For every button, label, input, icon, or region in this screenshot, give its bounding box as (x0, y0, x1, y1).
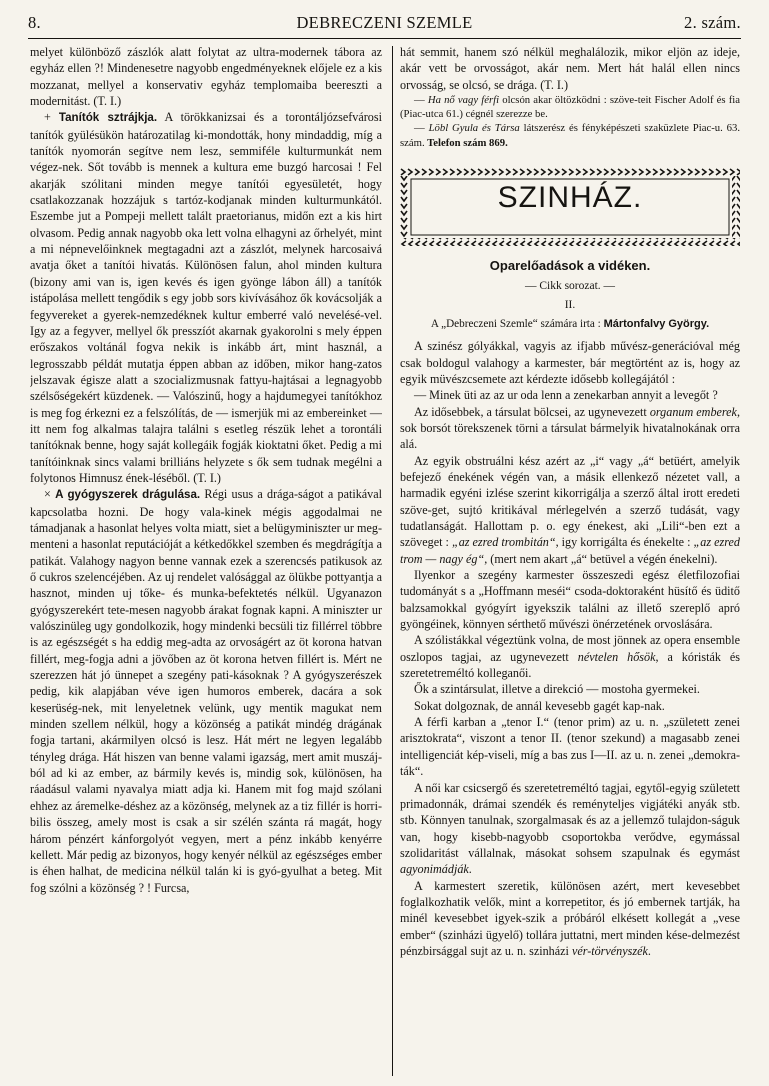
ad-lobl-phone: Telefon szám 869. (424, 136, 508, 149)
article-p6-text-b: , a kóristák és szeretetreméltó kolleganői. (400, 649, 740, 681)
medicine-prices-text: Régi usus a drága-ságot a patikával kapcsolatba hozni. De hogy vala-kinek mégis aggodalmai ne támadjanak a hasonlat helyes volta miatt, siet a belügyminiszter ur meg-menteni a hasonlat reputációját a kétkedőkkel szemben és megdrágítja a patikát. Valahogy nagyon benne vannak ezek a szerencsés patikusok az ő cukros szelencéjében. Az uj rendelet valósággal az ölükbe pottyantja a hasznot, minden uj tőke- és munka-befektetés nélkül. Ugyanazon gyógyszerekért tete-mesen nagyobb árakat fognak kapni. A miniszter ur valószinüleg ugy gondolkozik, hogy mindenki becsüli tiz fillérrel többre is az egészségét s ha eddig meg-adta az orvoságért az öt korona hatvan fillért, meg-fogja adni a jövőben az öt korona hetven fillért is. Mért ne szerezzen hát jó ünnepet a szegény pati-kásoknak ? A gyógyszerészek pedig, kik alapjában véve igen humoros emberek, dacára a sok keserüség-nek, mit lenyeletnek velünk, ugy mentik magukat nem minden szellem nélkül, hogy a közönség a patikát mindég drágának fogja tartani, akármilyen olcsó is lesz. Hát mért ne legyen legalább tényleg drága. Hát hiszen van benne valami igazság, mert amit muszáj-ból ad ki az ember, az bármily kevés is, mindig sok, különösen, ha ráadásul valami nyavalya miatt adja ki. Hanem mit fog majd szólani ehhez az áremelke-déshez az a közönség, melynek az a tiz fillér is horri-bilis összeg, amely most is csak a sir szélén szánta rá magát, hogy három pénzért kánforgolyót vegyen, mert a pénz inkább kenyérre kellett. Már pedig az bizonyos, hogy kenyér nélkül az egészséges ember is éhen halhat, de medicina nélkül talán ki is gyó-gyulhat a beteg. Mit fog szólni a közönség ? ! Furcsa, (30, 487, 382, 895)
ad-fischer-lead: Ha nő vagy férfi (427, 94, 500, 107)
advertisement-lobl: — Löbl Gyula és Társa látszerész és fényképészeti szaküzlete Piac-u. 63. szám. Telefon szám 869. (400, 122, 740, 149)
article-paragraph-9: A férfi karban a „tenor I.“ (tenor prim) az u. n. „született zenei arisztokrata“, viszont a tenor II. (tenor szekund) a magasabb zenei intelligenciát kép-viseli, míg a bas zus I—II. az u. n. zenei „demokra-ták“. (400, 715, 740, 779)
article-p3-text-a: Az idősebbek, a társulat bölcsei, az ugynevezett (414, 404, 650, 419)
theatre-section-banner (400, 168, 740, 246)
header-rule (28, 38, 741, 39)
page-header (28, 10, 741, 36)
advertisement-fischer: — Ha nő vagy férfi olcsón akar öltözködni : szöve-teit Fischer Adolf és fia (Piac-utca 61.) cégnél szerezze be. (400, 94, 740, 121)
article-p4-italic-2: „az ezred trom — nagy ég“ (400, 535, 740, 566)
article-part: II. (564, 298, 576, 311)
column-divider (392, 46, 393, 1076)
left-paragraph-1: melyet különböző zászlók alatt folytat az ultra-modernek tábora az egyház ellen ?! Mindenesetre nagyobb engedményeknek előjele ez a kis mozzanat, mellyel a konservativ egyház templomaiba beereszti a modernitást. (T. I.) (30, 45, 382, 109)
medicine-prices-title: A gyógyszerek drágulása. (55, 488, 201, 502)
article-p11-text-b: . (647, 943, 651, 958)
medicine-prices-item (30, 486, 382, 896)
article-p4-text-c: , (mert nem akart „á“ betüvel a végén énekelni). (484, 551, 718, 566)
ad-lobl-text: látszerész és fényképészeti szaküzlete Piac-u. 63. szám. (400, 122, 740, 149)
article-paragraph-3 (400, 404, 740, 453)
article-p4-text-b: , igy korrigálta és énekelte : (555, 535, 694, 550)
article-paragraph-1: A szinész gólyákkal, vagyis az ifjabb művész-generációval még csak boldogul valahogy a karmester, bár megtörtént az is, hogy az egyik müvészcsemete azt kérdezte idősebb kollegájától : (400, 339, 740, 386)
article-p4-italic-1: „az ezred trombitán“ (451, 535, 556, 550)
article-paragraph-5: Ilyenkor a szegény karmester összeszedi egész életfilozofiai tudományát s a „Hoffmann meséi“ csoda-doktoraként hüsítő és üditő balzsamokkal gyógyírt igyekszik találni az illető szereplő apró gyöngéinek, könnyen sérthető művészi önérzetének orvoslására. (400, 568, 740, 632)
teachers-strike-text: A törökkanizsai és a torontáljózsefvárosi tanítók gyülésükön határozatilag ki-mondották, hony mindaddig, míg a tanítók nyomorán segítve nem lesz, semmiféle kulturmunkát nem végez-nek. Sőt tovább is mennek a kultura eme buzgó harcosai ! Fel akarják szólitani minden megye tanítói egyesületét, hogy csatlakozzanak hozzájuk s tartóz-kodjanak minden kulturmunkától. Eszembe jut a Pompeji mellett talált praetorianus, midőn ezt a kis hirt olvasom. Pedig annak nagyobb oka lett volna elhagyni az őrhelyét, mint a mi népnevelőinknek megtagadni azt a zászlót, melynek harcosaivá avatja őket a tanítói hivatás. Különösen falun, ahol minden kultura (bizony ami van is, igen kevés és igen gyönge lábon áll) a tanítók istápolása mellett tengődik s egy jobb sors kivívásához ők kovácsolják a fegyvereket a gyerek-nemzedéknek kultur emberré való nevelésé-vel. Igy az a fegyver, mellyel ők presszíót akarnak gyakorolni s mely éppen erőszakos voltánál fogva nekik is inkább árt, mint használ, a legrosszabb példát mutatja éppen abban az időben, mikor hang-zatos jelszavak égisze alatt a szocializmusnak fattyu-hajtásai a legnagyobb szélsőségekért küzdenek. — Valószinű, hogy a hajdumegyei tanítókhoz is meg fog érkezni ez a felszólítás, de — ismerjük mi az embereinket — itt nem fog alkalmas talajra találni s esetleg részük lehet a torontáli tanítóknak benne, hogy saját kollegáik fogják kioktatni őket. Pedig a mi tanítóinknak sincs valami brilliáns helyzete s ők sem tudnak megélni a folytonos Himnusz ének-léséből. (T. I.) (30, 110, 382, 485)
left-column (30, 44, 382, 1080)
page-number: 8. (28, 13, 41, 32)
article-p11-italic: vér-törvényszék (571, 943, 648, 958)
right-paragraph-1: hát semmit, hanem szó nélkül meghalálozik, mikor eljön az ideje, akár vett be orvosságot, akár nem. Mert hát halál ellen nincs orvosság, se olcsó, se drága. (T. I.) (400, 45, 740, 92)
times-mark-icon: × (44, 487, 51, 502)
article-paragraph-6 (400, 632, 740, 681)
article-paragraph-4 (400, 453, 740, 567)
article-p6-text-a: A szólistákkal végeztünk volna, de most jönnek az opera ensemble oszlopos tagjai, az ugynevezett (400, 633, 740, 664)
article-title: Oparelőadások a vidéken. (489, 257, 651, 273)
article-p10-text-a: A női kar csicsergő és szeretetreméltó tagjai, egytől-egyig született primadonnák, drámai szendék és reményteljes vigjátéki anyák stb. stb. Könnyen tanulnak, szorgalmasak és az a jellemző tulajdon-ságuk van, hogy kisebb-nagyobb csoportokba verődve, egymással szolidaritást vállalnak, másokat sohsem szapulnak és egymást (400, 780, 740, 860)
article-paragraph-2: — Minek üti az az ur oda lenn a zenekarban annyit a levegőt ? (414, 388, 718, 403)
article-byline (400, 316, 740, 332)
article-p3-text-b: , sok borsót törekszenek törni a társulat bármelyik hivatalnokának orra alá. (400, 404, 740, 452)
article-p11-text-a: A karmestert szeretik, különösen azért, mert kevesebbet foglalkozhatik velők, mint a korrepetitor, és jó embernek tartják, ha minél kevesebbet igyek-szik a próbáról elkésett kollegát a „vese ember“ (szinházi ügyelő) tollára juttatni, mert minden kése-delmezést pénzbirsággal sujt az u. n. szinházi (400, 878, 740, 958)
article-paragraph-8: Sokat dolgoznak, de annál kevesebb gagét kap-nak. (414, 698, 665, 713)
article-paragraph-7: Ők a szintársulat, illetve a direkció — mostoha gyermekei. (414, 682, 700, 697)
article-paragraph-11 (400, 878, 740, 960)
article-p10-text-b: . (468, 862, 472, 877)
teachers-strike-item (30, 109, 382, 486)
article-p10-italic: agyonimádják (400, 862, 469, 877)
byline-prefix: A „Debreczeni Szemle“ számára irta : (430, 317, 601, 330)
issue-number: 2. szám. (684, 13, 741, 32)
article-paragraph-10 (400, 780, 740, 878)
byline-author: Mártonfalvy György. (603, 317, 710, 330)
publication-title: DEBRECZENI SZEMLE (296, 13, 473, 32)
article-p3-italic: organum emberek (649, 404, 737, 419)
cross-mark-icon: + (44, 110, 51, 125)
right-column (400, 44, 740, 1080)
article-p4-text-a: Az egyik obstruálni kész azért az „i“ vagy „á“ betüért, amelyik befejező énekének végén van, a másik ellenkező nézetet vall, a harmadik egyéni izlése szerint kikorrigálja a szerző által irott eredeti szöve-get, sujtó kritikával mérlegelvén a szerző tudását, vagy tudatlanságát. Hallottam p. o. egy énekest, aki „Lili“-ben ezt a szöveget : (400, 453, 740, 550)
ad-lobl-name: Löbl Gyula és Társa (428, 122, 520, 135)
theatre-section-title: SZINHÁZ. (497, 180, 643, 214)
ad-fischer-text: olcsón akar öltözködni : szöve-teit Fischer Adolf és fia (Piac-utca 61.) cégnél szerezze be. (400, 94, 740, 121)
article-p6-italic: névtelen hősök (577, 649, 656, 664)
teachers-strike-title: Tanítók sztrájkja. (58, 111, 158, 125)
article-series: — Cikk sorozat. — (524, 280, 616, 293)
